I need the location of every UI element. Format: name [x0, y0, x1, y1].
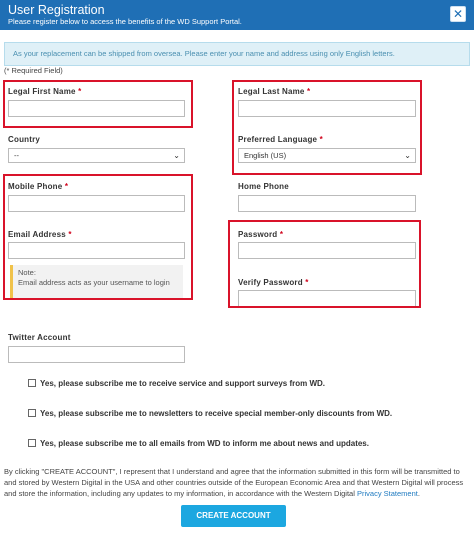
- disclaimer-end: .: [417, 489, 420, 498]
- first-name-input[interactable]: [8, 100, 185, 117]
- create-account-button[interactable]: CREATE ACCOUNT: [181, 505, 286, 527]
- chevron-down-icon: ⌄: [404, 151, 411, 160]
- mobile-phone-input[interactable]: [8, 195, 185, 212]
- checkbox-row-surveys[interactable]: [28, 379, 325, 388]
- verify-password-label: Verify Password *: [238, 278, 309, 287]
- last-name-label: Legal Last Name *: [238, 87, 311, 96]
- language-selected-value: English (US): [244, 151, 287, 160]
- email-note: [10, 265, 183, 299]
- checkbox-surveys-label: Yes, please subscribe me to receive service and support surveys from WD.: [40, 379, 326, 388]
- email-label: Email Address *: [8, 230, 72, 239]
- checkbox-surveys[interactable]: [28, 379, 36, 387]
- language-select[interactable]: [238, 148, 416, 163]
- checkbox-row-newsletters[interactable]: [28, 409, 392, 418]
- english-letters-notice: As your replacement can be shipped from oversea. Please enter your name and address using only English letters.: [4, 42, 470, 66]
- language-label: Preferred Language *: [238, 135, 323, 144]
- dialog-title: User Registration: [8, 3, 105, 17]
- country-select[interactable]: [8, 148, 185, 163]
- mobile-phone-label: Mobile Phone *: [8, 182, 69, 191]
- checkbox-all-emails[interactable]: [28, 439, 36, 447]
- privacy-disclaimer: [4, 466, 470, 499]
- close-icon[interactable]: ✕: [450, 6, 466, 22]
- checkbox-newsletters-label: Yes, please subscribe me to newsletters to receive special member-only discounts from WD.: [40, 409, 393, 418]
- home-phone-input[interactable]: [238, 195, 416, 212]
- verify-password-input[interactable]: [238, 290, 416, 307]
- checkbox-newsletters[interactable]: [28, 409, 36, 417]
- password-input[interactable]: [238, 242, 416, 259]
- checkbox-row-all-emails[interactable]: [28, 439, 369, 448]
- first-name-label: Legal First Name *: [8, 87, 82, 96]
- last-name-input[interactable]: [238, 100, 416, 117]
- email-note-text: Email address acts as your username to login: [18, 278, 170, 287]
- disclaimer-text: By clicking "CREATE ACCOUNT", I represent that I understand and agree that the information submitted in this form will be transmitted to and stored by Western Digital in the USA and other countries outside of the European Economic Area and that Western Digital will process and store the information, including any updates to my information, in accordance with the Western Digital: [4, 467, 464, 498]
- country-selected-value: --: [14, 151, 19, 160]
- email-note-title: Note:: [18, 268, 36, 277]
- twitter-input[interactable]: [8, 346, 185, 363]
- password-label: Password *: [238, 230, 284, 239]
- home-phone-label: Home Phone: [238, 182, 289, 191]
- country-label: Country: [8, 135, 41, 144]
- twitter-label: Twitter Account: [8, 333, 71, 342]
- privacy-statement-link[interactable]: Privacy Statement: [356, 489, 418, 498]
- dialog-header: [0, 0, 474, 30]
- checkbox-all-emails-label: Yes, please subscribe me to all emails from WD to inform me about news and updates.: [40, 439, 369, 448]
- required-field-note: (* Required Field): [4, 66, 63, 75]
- dialog-subtitle: Please register below to access the benefits of the WD Support Portal.: [8, 17, 242, 26]
- chevron-down-icon: ⌄: [173, 151, 180, 160]
- email-input[interactable]: [8, 242, 185, 259]
